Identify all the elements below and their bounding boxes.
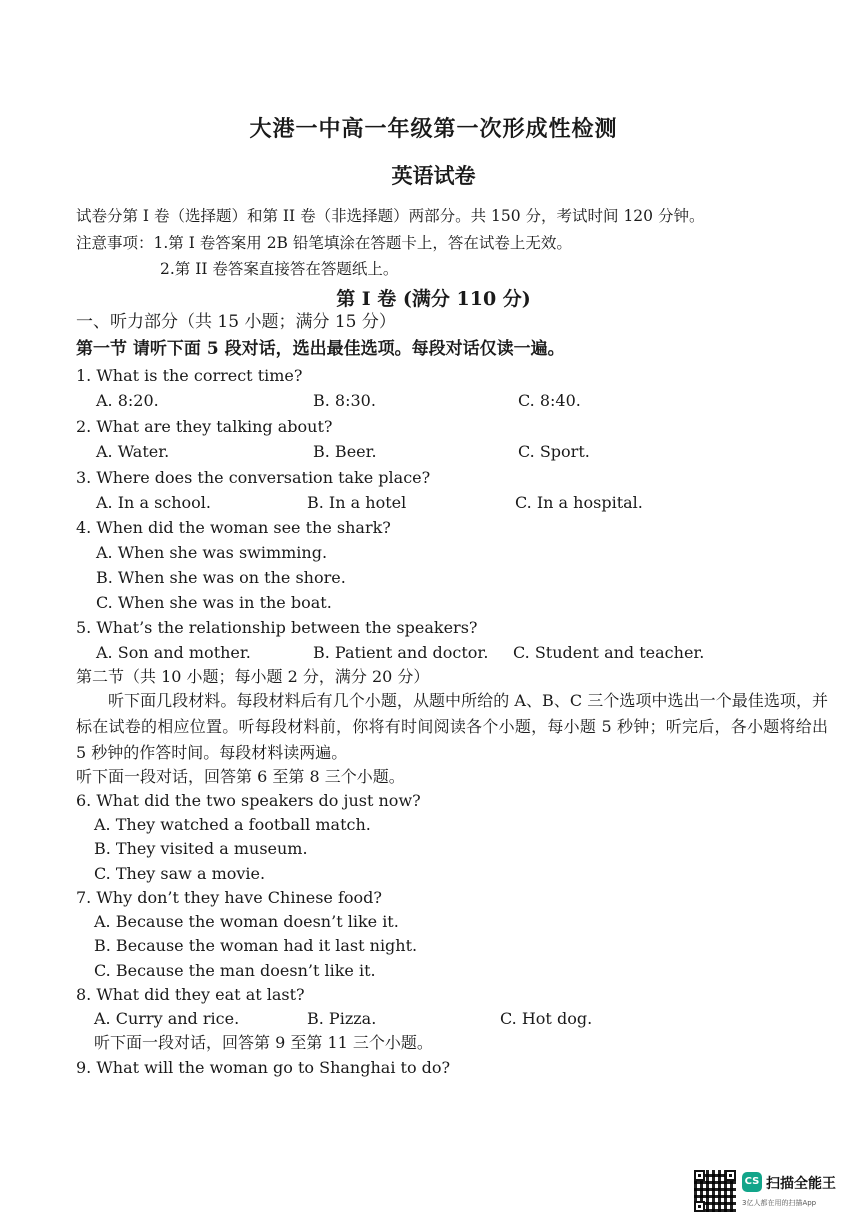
question-2-option-c: C. Sport. bbox=[518, 442, 590, 461]
question-3-option-b: B. In a hotel bbox=[307, 493, 407, 512]
question-6-option-b: B. They visited a museum. bbox=[94, 839, 308, 858]
question-4-option-a: A. When she was swimming. bbox=[96, 543, 328, 562]
question-1-option-a: A. 8:20. bbox=[96, 391, 159, 410]
exam-intro: 试卷分第 I 卷（选择题）和第 II 卷（非选择题）两部分。共 150 分，考试时间 120 分钟。 bbox=[76, 207, 705, 225]
question-6-option-c: C. They saw a movie. bbox=[94, 864, 266, 883]
question-5-option-a: A. Son and mother. bbox=[96, 643, 251, 662]
part1-title: 第 I 卷 (满分 110 分) bbox=[336, 288, 531, 310]
question-8-option-b: B. Pizza. bbox=[307, 1009, 377, 1028]
question-4-option-c: C. When she was in the boat. bbox=[96, 593, 332, 612]
question-6-option-a: A. They watched a football match. bbox=[94, 815, 371, 834]
qr-code-icon bbox=[694, 1170, 736, 1212]
camscanner-logo-icon: CS bbox=[742, 1172, 762, 1192]
question-6: 6. What did the two speakers do just now? bbox=[76, 791, 421, 810]
dialog-instruction-6-8: 听下面一段对话，回答第 6 至第 8 三个小题。 bbox=[76, 767, 405, 786]
exam-note-1: 注意事项：1.第 I 卷答案用 2B 铅笔填涂在答题卡上，答在试卷上无效。 bbox=[76, 234, 572, 252]
question-8-option-c: C. Hot dog. bbox=[500, 1009, 593, 1028]
question-7: 7. Why don’t they have Chinese food? bbox=[76, 888, 382, 907]
question-1-option-b: B. 8:30. bbox=[313, 391, 376, 410]
question-3: 3. Where does the conversation take place? bbox=[76, 468, 431, 487]
question-5-option-c: C. Student and teacher. bbox=[513, 643, 705, 662]
question-9: 9. What will the woman go to Shanghai to do? bbox=[76, 1058, 451, 1077]
question-2-option-b: B. Beer. bbox=[313, 442, 377, 461]
question-4: 4. When did the woman see the shark? bbox=[76, 518, 391, 537]
question-3-option-c: C. In a hospital. bbox=[515, 493, 643, 512]
question-7-option-b: B. Because the woman had it last night. bbox=[94, 936, 418, 955]
question-8-option-a: A. Curry and rice. bbox=[94, 1009, 240, 1028]
exam-note-2: 2.第 II 卷答案直接答在答题纸上。 bbox=[160, 260, 399, 278]
section2-description: 听下面几段材料。每段材料后有几个小题，从题中所给的 A、B、C 三个选项中选出一个最佳选项，并标在试卷的相应位置。听每段材料前，你将有时间阅读各个小题，每小题 5 秒钟；听完后，各小题将给出 5 秒钟的作答时间。每段材料读两遍。 bbox=[76, 691, 828, 762]
scanner-watermark bbox=[694, 1170, 854, 1214]
question-2: 2. What are they talking about? bbox=[76, 417, 333, 436]
scanner-brand: 扫描全能王 bbox=[766, 1176, 836, 1192]
question-5-option-b: B. Patient and doctor. bbox=[313, 643, 489, 662]
listening-heading: 一、听力部分（共 15 小题；满分 15 分） bbox=[76, 312, 396, 332]
question-4-option-b: B. When she was on the shore. bbox=[96, 568, 346, 587]
question-5: 5. What’s the relationship between the speakers? bbox=[76, 618, 478, 637]
dialog-instruction-9-11: 听下面一段对话，回答第 9 至第 11 三个小题。 bbox=[94, 1033, 433, 1052]
question-8: 8. What did they eat at last? bbox=[76, 985, 305, 1004]
exam-title: 大港一中高一年级第一次形成性检测 bbox=[249, 116, 618, 142]
question-7-option-c: C. Because the man doesn’t like it. bbox=[94, 961, 376, 980]
question-3-option-a: A. In a school. bbox=[96, 493, 212, 512]
section1-heading: 第一节 请听下面 5 段对话，选出最佳选项。每段对话仅读一遍。 bbox=[76, 339, 565, 359]
question-2-option-a: A. Water. bbox=[96, 442, 170, 461]
question-1-option-c: C. 8:40. bbox=[518, 391, 581, 410]
question-7-option-a: A. Because the woman doesn’t like it. bbox=[94, 912, 399, 931]
section2-heading: 第二节（共 10 小题；每小题 2 分，满分 20 分） bbox=[76, 667, 430, 686]
question-1: 1. What is the correct time? bbox=[76, 366, 303, 385]
exam-subtitle: 英语试卷 bbox=[391, 163, 476, 188]
scanner-tagline: 3亿人都在用的扫描App bbox=[742, 1199, 817, 1207]
